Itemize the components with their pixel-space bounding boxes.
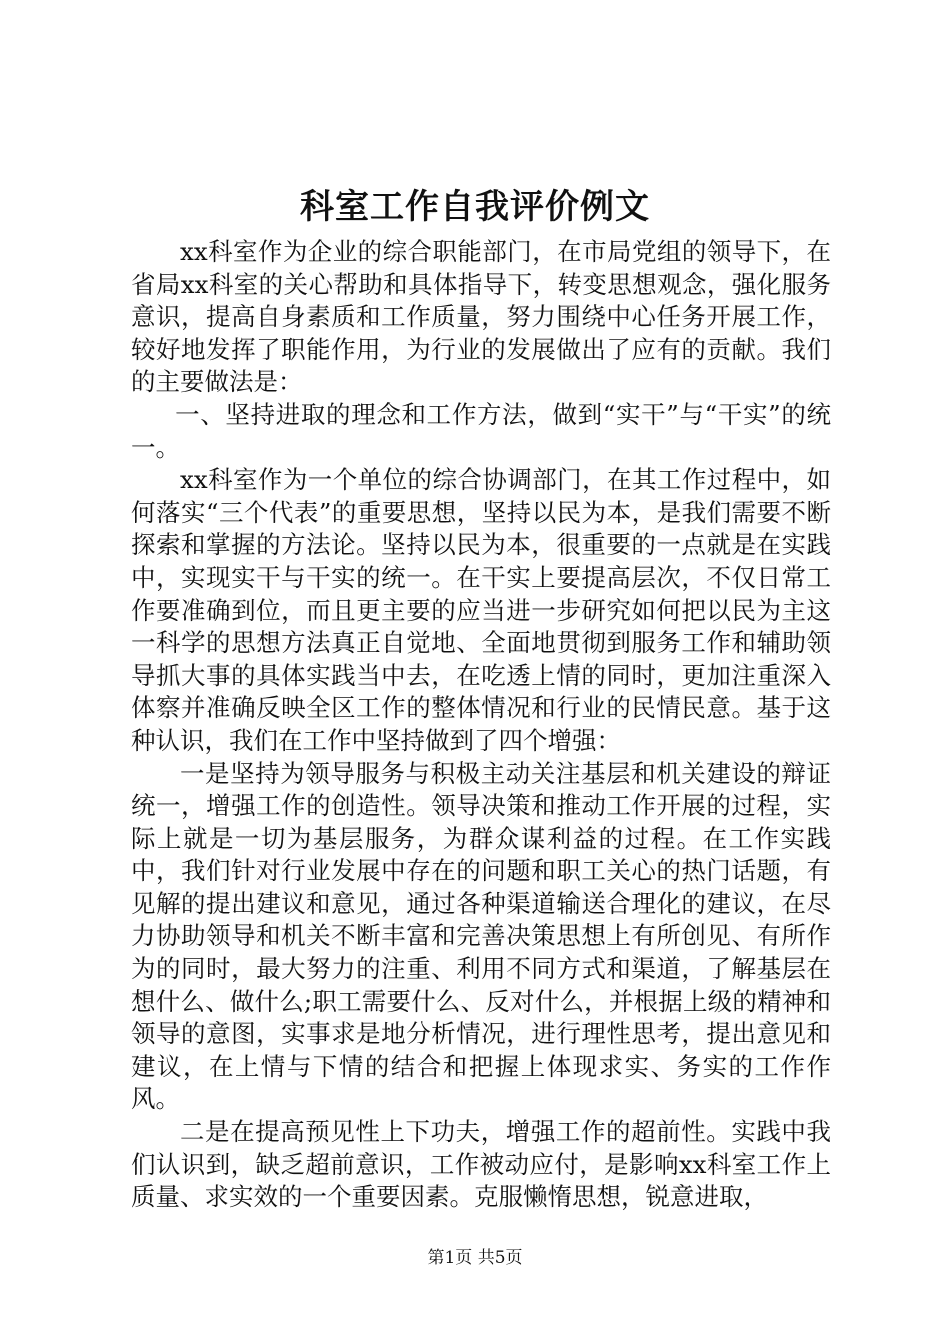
paragraph-point-2: 二是在提高预见性上下功夫，增强工作的超前性。实践中我们认识到，缺乏超前意识，工作被动应付，是影响xx科室工作上质量、求实效的一个重要因素。克服懒惰思想，锐意进取， [131, 1117, 831, 1212]
document-body [131, 236, 831, 1214]
page-footer: 第1页 共5页 [427, 1248, 523, 1268]
paragraph-point-1: 一是坚持为领导服务与积极主动关注基层和机关建设的辩证统一，增强工作的创造性。领导决策和推动工作开展的过程，实际上就是一切为基层服务，为群众谋利益的过程。在工作实践中，我们针对行业发展中存在的问题和职工关心的热门话题，有见解的提出建议和意见，通过各种渠道输送合理化的建议，在尽力协助领导和机关不断丰富和完善决策思想上有所创见、有所作为的同时，最大努力的注重、利用不同方式和渠道，了解基层在想什么、做什么;职工需要什么、反对什么，并根据上级的精神和领导的意图，实事求是地分析情况，进行理性思考，提出意见和建议，在上情与下情的结合和把握上体现求实、务实的工作作风。 [131, 758, 831, 1114]
paragraph-intro: xx科室作为企业的综合职能部门，在市局党组的领导下，在省局xx科室的关心帮助和具体指导下，转变思想观念，强化服务意识，提高自身素质和工作质量，努力围绕中心任务开展工作，较好地发挥了职能作用，为行业的发展做出了应有的贡献。我们的主要做法是： [131, 237, 831, 397]
paragraph-section-1: xx科室作为一个单位的综合协调部门，在其工作过程中，如何落实“三个代表”的重要思想，坚持以民为本，是我们需要不断探索和掌握的方法论。坚持以民为本，很重要的一点就是在实践中，实现实干与干实的统一。在干实上要提高层次，不仅日常工作要准确到位，而且更主要的应当进一步研究如何把以民为主这一科学的思想方法真正自觉地、全面地贯彻到服务工作和辅助领导抓大事的具体实践当中去，在吃透上情的同时，更加注重深入体察并准确反映全区工作的整体情况和行业的民情民意。基于这种认识，我们在工作中坚持做到了四个增强： [131, 465, 831, 755]
document-title: 科室工作自我评价例文 [300, 187, 650, 227]
section-heading-1: 一、坚持进取的理念和工作方法，做到“实干”与“干实”的统一。 [131, 399, 831, 462]
